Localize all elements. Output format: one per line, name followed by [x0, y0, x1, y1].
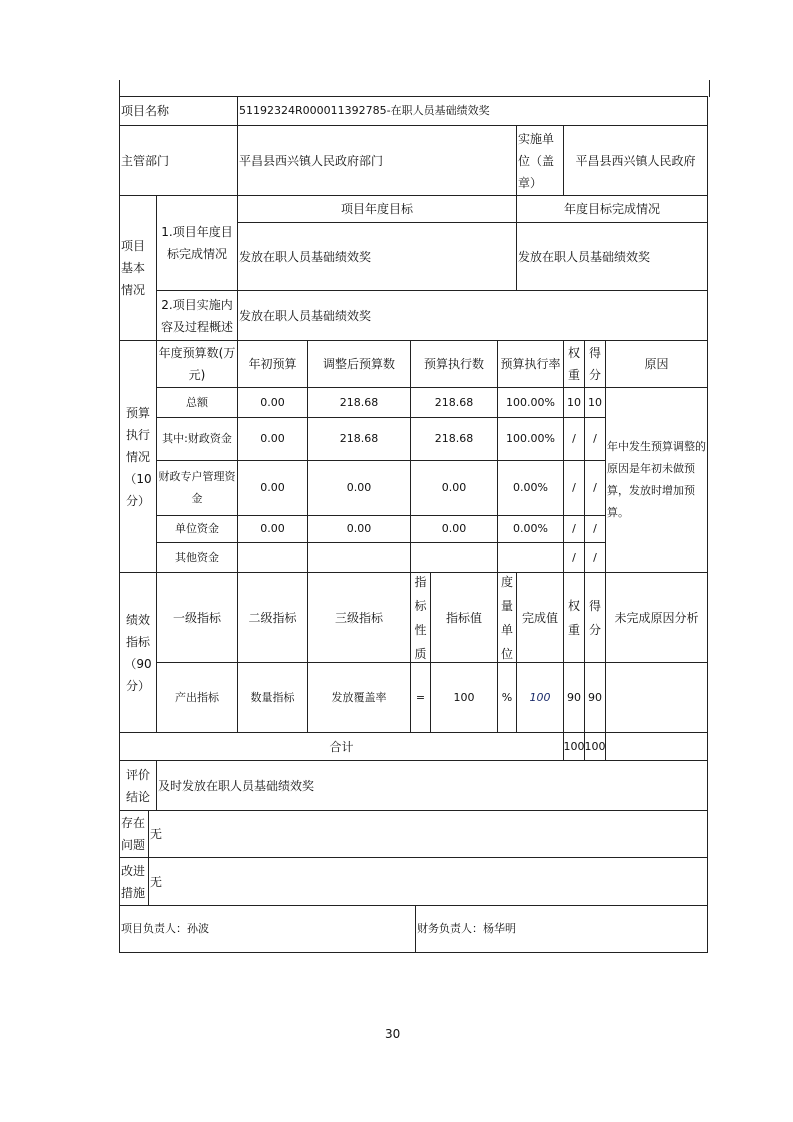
budget-header: 预算执行率 [497, 340, 564, 388]
budget-cell: 其他资金 [156, 542, 238, 573]
perf-header: 未完成原因分析 [605, 572, 708, 663]
dept-value: 平昌县西兴镇人民政府部门 [237, 125, 517, 196]
budget-cell: / [563, 542, 585, 573]
budget-cell: 单位资金 [156, 515, 238, 543]
unit-value: 平昌县西兴镇人民政府 [563, 125, 708, 196]
budget-reason: 年中发生预算调整的原因是年初未做预算，发放时增加预算。 [605, 387, 708, 573]
perf-cell: 90 [584, 662, 606, 733]
budget-cell: 218.68 [410, 417, 498, 461]
total-label: 合计 [119, 732, 564, 761]
perf-label: 绩效指标（90分） [119, 572, 157, 733]
budget-cell: 10 [563, 387, 585, 418]
perf-header: 权重 [563, 572, 585, 663]
budget-cell: 0.00 [237, 417, 308, 461]
perf-header: 指标性质 [410, 572, 431, 663]
perf-header: 完成值 [516, 572, 564, 663]
budget-cell: 218.68 [307, 417, 411, 461]
unit-label: 实施单位（盖章） [516, 125, 564, 196]
budget-cell: 218.68 [410, 387, 498, 418]
problems-value: 无 [148, 810, 708, 858]
budget-cell: / [584, 417, 606, 461]
budget-cell: 218.68 [307, 387, 411, 418]
budget-cell: 0.00 [237, 515, 308, 543]
budget-cell: 0.00 [410, 515, 498, 543]
item2-label: 2.项目实施内容及过程概述 [156, 290, 238, 341]
project-owner: 项目负责人：孙波 [119, 905, 416, 953]
budget-cell [237, 542, 308, 573]
item1-done: 发放在职人员基础绩效奖 [516, 222, 708, 291]
budget-header: 得分 [584, 340, 606, 388]
perf-cell: = [410, 662, 431, 733]
table-top-edge [119, 80, 710, 97]
perf-header: 二级指标 [237, 572, 308, 663]
perf-header: 度量单位 [497, 572, 517, 663]
budget-header: 年初预算 [237, 340, 308, 388]
perf-cell: 100 [516, 662, 564, 733]
budget-header: 预算执行数 [410, 340, 498, 388]
budget-header: 年度预算数(万元) [156, 340, 238, 388]
budget-cell: 其中:财政资金 [156, 417, 238, 461]
total-blank [605, 732, 708, 761]
budget-cell: / [563, 417, 585, 461]
item1-label: 1.项目年度目标完成情况 [156, 195, 238, 291]
budget-cell: 0.00 [410, 460, 498, 516]
project-name-label: 项目名称 [119, 96, 238, 126]
budget-cell: / [563, 515, 585, 543]
budget-header: 原因 [605, 340, 708, 388]
budget-cell: 100.00% [497, 417, 564, 461]
budget-cell: 0.00 [307, 515, 411, 543]
budget-cell: / [584, 460, 606, 516]
budget-cell [410, 542, 498, 573]
perf-header: 三级指标 [307, 572, 411, 663]
budget-cell: 0.00% [497, 460, 564, 516]
budget-cell: 0.00 [307, 460, 411, 516]
total-score: 100 [584, 732, 606, 761]
budget-cell: 0.00 [237, 460, 308, 516]
perf-header: 指标值 [430, 572, 498, 663]
budget-cell: 0.00% [497, 515, 564, 543]
budget-cell: / [584, 542, 606, 573]
problems-label: 存在问题 [119, 810, 149, 858]
budget-cell: 0.00 [237, 387, 308, 418]
budget-cell: 10 [584, 387, 606, 418]
page-number: 30 [385, 1027, 401, 1041]
dept-label: 主管部门 [119, 125, 238, 196]
basic-label: 项目基本情况 [119, 195, 157, 341]
perf-cell: 产出指标 [156, 662, 238, 733]
budget-label: 预算执行情况（10分） [119, 340, 157, 573]
item2-value: 发放在职人员基础绩效奖 [237, 290, 708, 341]
perf-cell: 100 [430, 662, 498, 733]
budget-cell: 总额 [156, 387, 238, 418]
budget-cell [307, 542, 411, 573]
total-weight: 100 [563, 732, 585, 761]
perf-cell: 数量指标 [237, 662, 308, 733]
budget-header: 调整后预算数 [307, 340, 411, 388]
conclusion-value: 及时发放在职人员基础绩效奖 [156, 760, 708, 811]
improve-label: 改进措施 [119, 857, 149, 906]
goal-header: 项目年度目标 [237, 195, 517, 223]
improve-value: 无 [148, 857, 708, 906]
finance-owner: 财务负责人：杨华明 [415, 905, 708, 953]
perf-cell: 发放覆盖率 [307, 662, 411, 733]
budget-cell: / [584, 515, 606, 543]
perf-cell: 90 [563, 662, 585, 733]
perf-header: 得分 [584, 572, 606, 663]
item1-goal: 发放在职人员基础绩效奖 [237, 222, 517, 291]
perf-cell: % [497, 662, 517, 733]
project-name-value: 51192324R000011392785-在职人员基础绩效奖 [237, 96, 708, 126]
budget-cell: / [563, 460, 585, 516]
budget-cell: 财政专户管理资金 [156, 460, 238, 516]
perf-cell [605, 662, 708, 733]
conclusion-label: 评价结论 [119, 760, 157, 811]
budget-header: 权重 [563, 340, 585, 388]
budget-cell: 100.00% [497, 387, 564, 418]
budget-cell [497, 542, 564, 573]
perf-header: 一级指标 [156, 572, 238, 663]
done-header: 年度目标完成情况 [516, 195, 708, 223]
